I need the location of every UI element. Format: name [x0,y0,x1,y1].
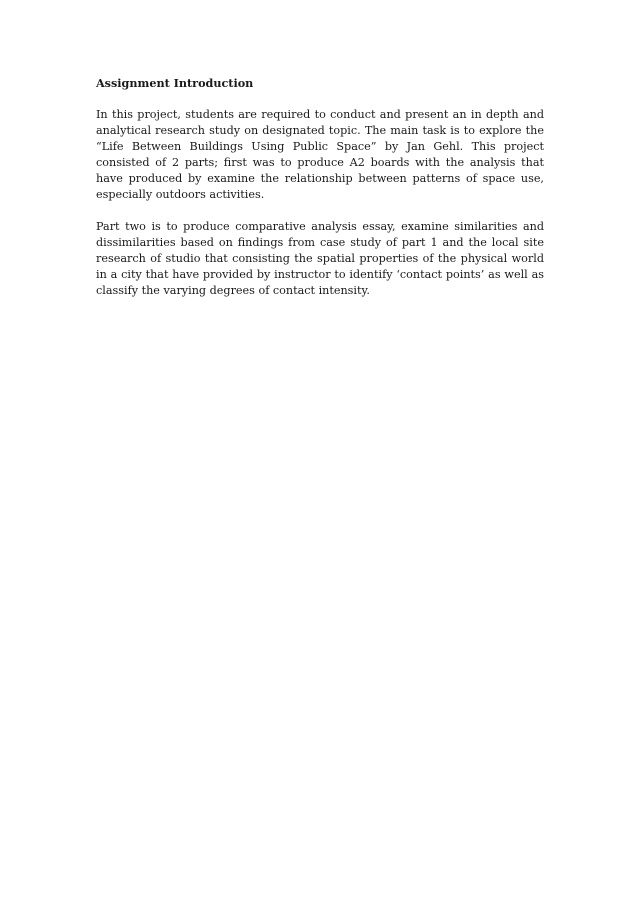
paragraph-intro: In this project, students are required to conduct and present an in depth and analytical research study on designated topic. The main task is to explore the “Life Between Buildings Using Public Space” by Jan Gehl. This project consisted of 2 parts; first was to produce A2 boards with the analysis that have produced by examine the relationship between patterns of space use, especially outdoors activities. [96,108,544,201]
paragraph-part-two: Part two is to produce comparative analysis essay, examine similarities and dissimilarities based on findings from case study of part 1 and the local site research of studio that consisting the spatial properties of the physical world in a city that have provided by instructor to identify ‘contact points’ as well as classify the varying degrees of contact intensity. [96,220,544,297]
section-heading: Assignment Introduction [96,76,254,90]
document-body [96,75,544,315]
